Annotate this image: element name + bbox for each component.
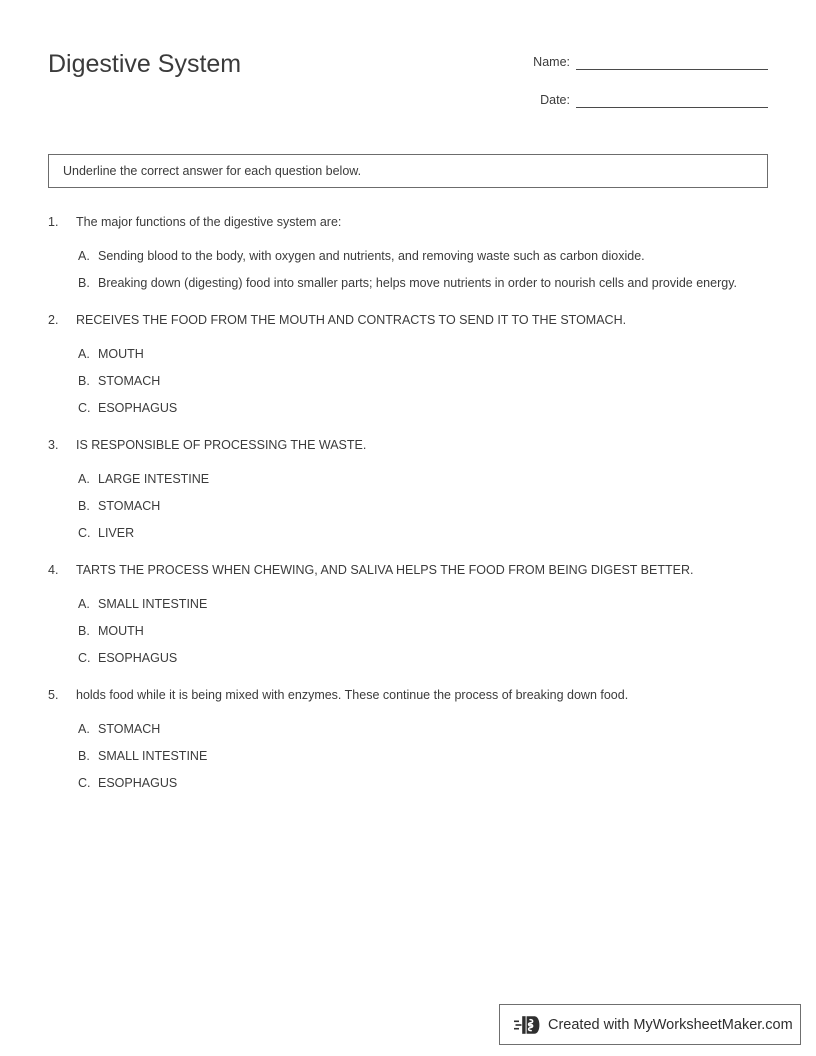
question-block [0, 214, 816, 292]
option-text[interactable]: SMALL INTESTINE [98, 749, 208, 763]
option-letter: B. [78, 624, 90, 638]
option-letter: B. [78, 499, 90, 513]
option-row[interactable] [0, 498, 816, 515]
name-field-row [440, 50, 768, 70]
option-text[interactable]: ESOPHAGUS [98, 651, 178, 665]
option-letter: A. [78, 722, 90, 736]
option-letter: B. [78, 276, 90, 290]
option-text[interactable]: LIVER [98, 526, 135, 540]
option-list [0, 248, 816, 292]
option-text[interactable]: MOUTH [98, 624, 144, 638]
option-text[interactable]: STOMACH [98, 722, 161, 736]
question-number: 1. [48, 215, 59, 229]
option-row[interactable] [0, 525, 816, 542]
question-number: 3. [48, 438, 59, 452]
option-row[interactable] [0, 623, 816, 640]
question-line [0, 687, 816, 704]
page-title: Digestive System [48, 50, 242, 78]
option-list [0, 471, 816, 542]
option-text[interactable]: MOUTH [98, 347, 144, 361]
name-input[interactable] [576, 55, 768, 70]
question-text: IS RESPONSIBLE OF PROCESSING THE WASTE. [76, 438, 367, 452]
option-row[interactable] [0, 275, 816, 292]
option-letter: B. [78, 374, 90, 388]
question-block [0, 687, 816, 792]
option-text[interactable]: Breaking down (digesting) food into smaller parts; helps move nutrients in order to nourish cells and provide energy. [98, 276, 737, 290]
option-letter: A. [78, 597, 90, 611]
option-letter: C. [78, 651, 91, 665]
footer-badge[interactable] [499, 1004, 801, 1045]
option-text[interactable]: ESOPHAGUS [98, 776, 178, 790]
myworksheetmaker-logo-icon [514, 1013, 540, 1037]
option-row[interactable] [0, 400, 816, 417]
option-row[interactable] [0, 596, 816, 613]
instruction-text: Underline the correct answer for each question below. [63, 164, 362, 178]
date-field-row [440, 88, 768, 108]
option-text[interactable]: LARGE INTESTINE [98, 472, 210, 486]
question-number: 5. [48, 688, 59, 702]
option-text[interactable]: Sending blood to the body, with oxygen and nutrients, and removing waste such as carbon dioxide. [98, 249, 645, 263]
option-row[interactable] [0, 248, 816, 265]
question-block [0, 312, 816, 417]
worksheet-header [0, 0, 816, 130]
option-row[interactable] [0, 650, 816, 667]
question-line [0, 562, 816, 579]
option-letter: A. [78, 347, 90, 361]
question-text: TARTS THE PROCESS WHEN CHEWING, AND SALIVA HELPS THE FOOD FROM BEING DIGEST BETTER. [76, 563, 694, 577]
option-text[interactable]: ESOPHAGUS [98, 401, 178, 415]
question-text: The major functions of the digestive system are: [76, 215, 342, 229]
option-letter: A. [78, 472, 90, 486]
question-block [0, 437, 816, 542]
instruction-box [48, 154, 768, 188]
question-block [0, 562, 816, 667]
option-letter: C. [78, 401, 91, 415]
footer-text: Created with MyWorksheetMaker.com [548, 1016, 793, 1033]
question-number: 2. [48, 313, 59, 327]
question-text: holds food while it is being mixed with enzymes. These continue the process of breaking down food. [76, 688, 629, 702]
date-label: Date: [540, 93, 570, 107]
question-line [0, 437, 816, 454]
date-input[interactable] [576, 93, 768, 108]
questions-list [0, 214, 816, 812]
option-letter: A. [78, 249, 90, 263]
option-row[interactable] [0, 775, 816, 792]
option-letter: B. [78, 749, 90, 763]
option-row[interactable] [0, 721, 816, 738]
option-row[interactable] [0, 471, 816, 488]
option-letter: C. [78, 776, 91, 790]
option-letter: C. [78, 526, 91, 540]
option-list [0, 721, 816, 792]
option-row[interactable] [0, 346, 816, 363]
question-line [0, 214, 816, 231]
option-list [0, 346, 816, 417]
name-label: Name: [533, 55, 570, 69]
question-number: 4. [48, 563, 59, 577]
question-text: RECEIVES THE FOOD FROM THE MOUTH AND CONTRACTS TO SEND IT TO THE STOMACH. [76, 313, 627, 327]
option-row[interactable] [0, 373, 816, 390]
option-list [0, 596, 816, 667]
option-text[interactable]: SMALL INTESTINE [98, 597, 208, 611]
question-line [0, 312, 816, 329]
option-text[interactable]: STOMACH [98, 374, 161, 388]
option-text[interactable]: STOMACH [98, 499, 161, 513]
option-row[interactable] [0, 748, 816, 765]
